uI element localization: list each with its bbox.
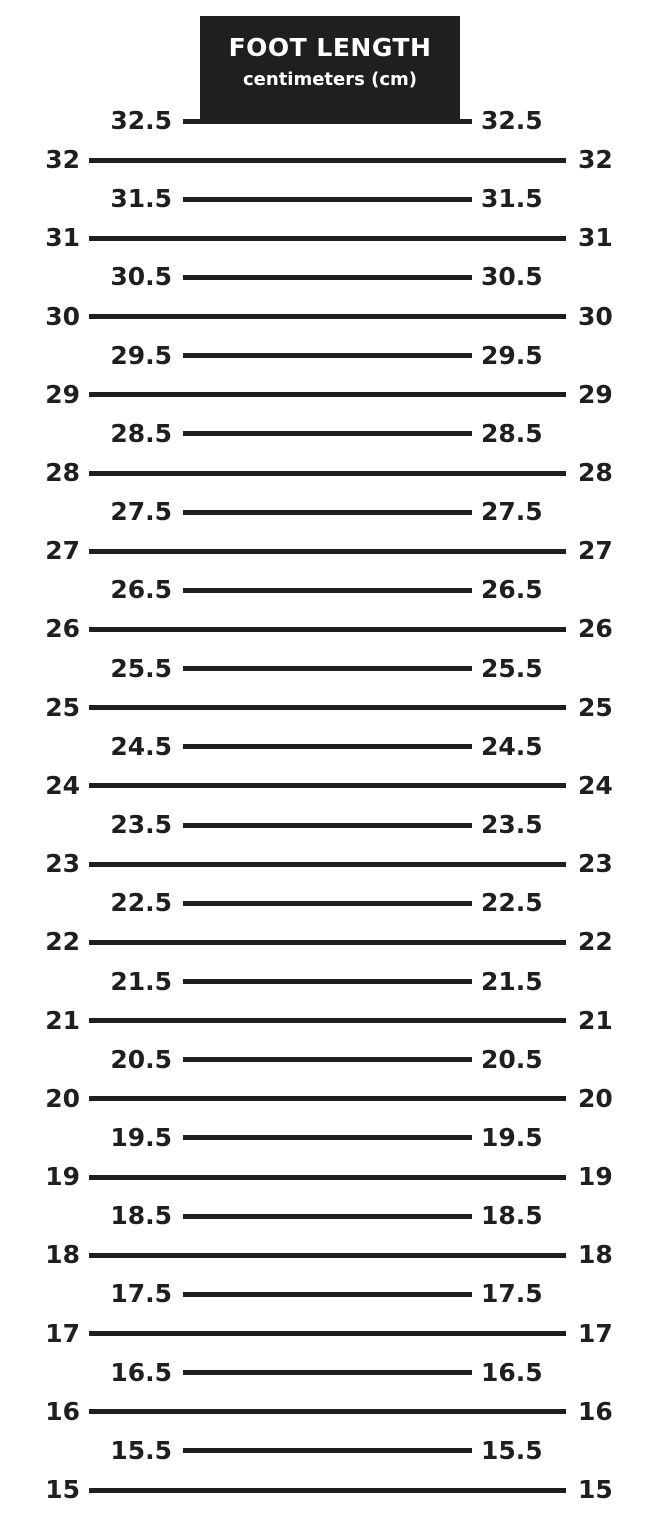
ruler-label-left-28-5: 28.5 [110, 418, 172, 448]
ruler-line-29-5 [183, 353, 472, 358]
ruler-label-right-21-5: 21.5 [481, 966, 543, 996]
ruler-line-20-5 [183, 1057, 472, 1062]
ruler-line-21-5 [183, 979, 472, 984]
ruler-label-right-30-5: 30.5 [481, 262, 543, 292]
ruler-label-right-21: 21 [578, 1005, 613, 1035]
ruler-line-15-5 [183, 1448, 472, 1453]
ruler-label-right-28: 28 [578, 458, 613, 488]
ruler-label-right-16-5: 16.5 [481, 1357, 543, 1387]
ruler-label-right-22-5: 22.5 [481, 888, 543, 918]
ruler-label-left-30: 30 [45, 301, 80, 331]
ruler-line-17 [89, 1331, 566, 1336]
ruler-line-30 [89, 314, 566, 319]
ruler-label-left-24-5: 24.5 [110, 731, 172, 761]
ruler-line-28-5 [183, 431, 472, 436]
ruler-line-23-5 [183, 823, 472, 828]
ruler-label-left-31: 31 [45, 223, 80, 253]
ruler-label-right-29: 29 [578, 379, 613, 409]
ruler-label-left-29: 29 [45, 379, 80, 409]
ruler-label-left-17: 17 [45, 1318, 80, 1348]
ruler-line-24 [89, 783, 566, 788]
header-banner [200, 16, 460, 121]
ruler-label-left-20: 20 [45, 1083, 80, 1113]
ruler-line-28 [89, 471, 566, 476]
ruler-line-19-5 [183, 1135, 472, 1140]
ruler-label-right-31-5: 31.5 [481, 184, 543, 214]
ruler-label-right-27-5: 27.5 [481, 497, 543, 527]
ruler-line-27-5 [183, 510, 472, 515]
ruler-label-right-23: 23 [578, 849, 613, 879]
ruler-label-left-22: 22 [45, 927, 80, 957]
ruler-label-left-23-5: 23.5 [110, 810, 172, 840]
ruler-line-26-5 [183, 588, 472, 593]
ruler-label-right-32: 32 [578, 145, 613, 175]
ruler-line-32 [89, 158, 566, 163]
ruler-label-right-31: 31 [578, 223, 613, 253]
ruler-line-30-5 [183, 275, 472, 280]
header-subtitle: centimeters (cm) [243, 69, 417, 90]
ruler-label-left-28: 28 [45, 458, 80, 488]
ruler-line-19 [89, 1175, 566, 1180]
ruler-label-left-25-5: 25.5 [110, 653, 172, 683]
ruler-line-18 [89, 1253, 566, 1258]
ruler-label-right-32-5: 32.5 [481, 106, 543, 135]
header-title: FOOT LENGTH [228, 33, 432, 62]
ruler-label-left-17-5: 17.5 [110, 1279, 172, 1309]
ruler-label-left-27: 27 [45, 536, 80, 566]
ruler-label-right-15-5: 15.5 [481, 1435, 543, 1465]
ruler-label-right-28-5: 28.5 [481, 418, 543, 448]
ruler-label-right-19-5: 19.5 [481, 1122, 543, 1152]
ruler-label-left-32: 32 [45, 145, 80, 175]
ruler-line-31 [89, 236, 566, 241]
ruler-label-right-20: 20 [578, 1083, 613, 1113]
ruler-line-16-5 [183, 1370, 472, 1375]
ruler-label-left-30-5: 30.5 [110, 262, 172, 292]
ruler-label-left-16-5: 16.5 [110, 1357, 172, 1387]
ruler-line-25-5 [183, 666, 472, 671]
ruler-line-25 [89, 705, 566, 710]
ruler-label-right-20-5: 20.5 [481, 1044, 543, 1074]
ruler-label-left-18-5: 18.5 [110, 1201, 172, 1231]
ruler-label-left-23: 23 [45, 849, 80, 879]
ruler-label-right-25: 25 [578, 692, 613, 722]
ruler-label-right-30: 30 [578, 301, 613, 331]
ruler-line-23 [89, 862, 566, 867]
ruler-label-left-27-5: 27.5 [110, 497, 172, 527]
ruler-line-29 [89, 392, 566, 397]
ruler-label-left-32-5: 32.5 [110, 106, 172, 135]
ruler-label-right-26: 26 [578, 614, 613, 644]
ruler-label-left-31-5: 31.5 [110, 184, 172, 214]
ruler-label-right-22: 22 [578, 927, 613, 957]
ruler-label-left-21-5: 21.5 [110, 966, 172, 996]
ruler-line-15 [89, 1488, 566, 1493]
ruler-line-20 [89, 1096, 566, 1101]
ruler-line-22 [89, 940, 566, 945]
ruler-label-left-21: 21 [45, 1005, 80, 1035]
ruler-label-right-15: 15 [578, 1475, 613, 1504]
ruler-label-right-17: 17 [578, 1318, 613, 1348]
ruler-label-left-15-5: 15.5 [110, 1435, 172, 1465]
ruler-label-right-17-5: 17.5 [481, 1279, 543, 1309]
ruler-line-16 [89, 1409, 566, 1414]
ruler-label-right-19: 19 [578, 1162, 613, 1192]
ruler-label-left-19: 19 [45, 1162, 80, 1192]
ruler-line-21 [89, 1018, 566, 1023]
ruler-line-22-5 [183, 901, 472, 906]
ruler-label-right-18: 18 [578, 1240, 613, 1270]
ruler-label-left-19-5: 19.5 [110, 1122, 172, 1152]
ruler-label-right-27: 27 [578, 536, 613, 566]
ruler-label-left-18: 18 [45, 1240, 80, 1270]
ruler-line-17-5 [183, 1292, 472, 1297]
ruler-label-left-22-5: 22.5 [110, 888, 172, 918]
ruler-label-left-15: 15 [45, 1475, 80, 1504]
ruler-label-left-26-5: 26.5 [110, 575, 172, 605]
ruler-line-24-5 [183, 744, 472, 749]
ruler-label-left-20-5: 20.5 [110, 1044, 172, 1074]
ruler-label-right-18-5: 18.5 [481, 1201, 543, 1231]
ruler-label-right-29-5: 29.5 [481, 340, 543, 370]
ruler-label-left-25: 25 [45, 692, 80, 722]
ruler-label-right-23-5: 23.5 [481, 810, 543, 840]
ruler-label-right-24-5: 24.5 [481, 731, 543, 761]
ruler-line-31-5 [183, 197, 472, 202]
ruler-label-right-16: 16 [578, 1396, 613, 1426]
ruler-line-26 [89, 627, 566, 632]
ruler-label-right-26-5: 26.5 [481, 575, 543, 605]
ruler-label-right-25-5: 25.5 [481, 653, 543, 683]
ruler-label-right-24: 24 [578, 770, 613, 800]
ruler-label-left-16: 16 [45, 1396, 80, 1426]
ruler-line-18-5 [183, 1214, 472, 1219]
ruler-label-left-26: 26 [45, 614, 80, 644]
ruler-label-left-29-5: 29.5 [110, 340, 172, 370]
ruler-line-27 [89, 549, 566, 554]
ruler-label-left-24: 24 [45, 770, 80, 800]
